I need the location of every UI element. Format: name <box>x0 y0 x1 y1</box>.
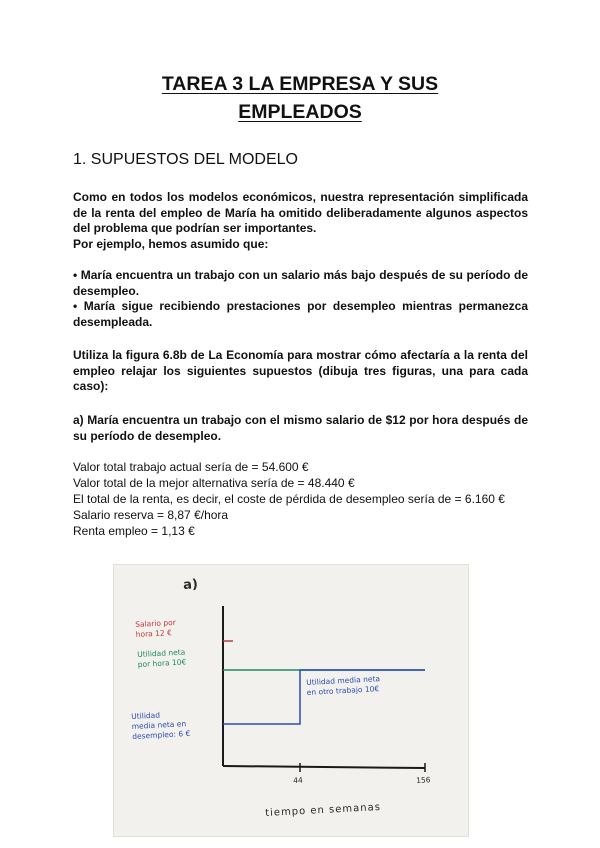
result-line: Valor total trabajo actual sería de = 54.600 € <box>73 460 309 474</box>
assumption-item: • María sigue recibiendo prestaciones por desempleo mientras permanezca desempleada. <box>73 299 528 329</box>
net-utility-label-line: Utilidad neta <box>137 647 186 659</box>
section-heading: 1. SUPUESTOS DEL MODELO <box>73 151 298 168</box>
x-axis <box>223 766 425 768</box>
x-tick-label: 156 <box>416 775 431 785</box>
salary-label-line: hora 12 € <box>135 628 173 639</box>
unemployment-label-line: desempleo: 6 € <box>132 728 191 741</box>
net-utility-label <box>137 647 187 670</box>
assumption-item: • María encuentra un trabajo con un salario más bajo después de su período de desempleo. <box>73 268 528 298</box>
unemployment-label-line: Utilidad <box>131 710 161 721</box>
other-job-label-line: en otro trabajo 10€ <box>306 684 380 697</box>
unemployment-label <box>131 709 191 742</box>
unemployment-label-line: media neta en <box>131 719 187 731</box>
salary-label <box>135 618 177 640</box>
salary-label-line: Salario por <box>135 617 177 629</box>
page-title-line-1: TAREA 3 LA EMPRESA Y SUS <box>161 73 439 95</box>
other-job-label-line: Utilidad media neta <box>306 674 381 687</box>
result-line: Valor total de la mejor alternativa sería de = 48.440 € <box>73 476 355 490</box>
other-job-label <box>306 674 381 698</box>
result-line: El total de la renta, es decir, el coste de pérdida de desempleo sería de = 6.160 € <box>73 492 505 506</box>
intro-example: Por ejemplo, hemos asumido que: <box>73 236 269 251</box>
hand-drawn-figure <box>113 564 469 837</box>
intro-text: Como en todos los modelos económicos, nuestra representación simplificada de la renta del empleo de María ha omitido deliberadamente algunos aspectos del problema que podrían ser importantes. <box>73 190 528 235</box>
result-line: Salario reserva = 8,87 €/hora <box>73 508 229 522</box>
net-utility-label-line: por hora 10€ <box>137 657 187 669</box>
page-title <box>100 70 500 126</box>
case-a-heading: a) María encuentra un trabajo con el mismo salario de $12 por hora después de su período de desempleo. <box>73 413 528 443</box>
results-list <box>73 459 505 539</box>
x-tick-label: 44 <box>293 775 304 785</box>
figure-drawing <box>113 564 469 837</box>
instruction-paragraph: Utiliza la figura 6.8b de La Economía para mostrar cómo afectaría a la renta del empleo relajar los siguientes supuestos (dibuja tres figuras, una para cada caso): <box>73 348 528 393</box>
page-title-line-2: EMPLEADOS <box>238 101 362 123</box>
result-line: Renta empleo = 1,13 € <box>73 524 195 538</box>
figure-case-label: a) <box>182 577 199 593</box>
assumptions-list <box>73 268 528 330</box>
intro-paragraph <box>73 190 528 252</box>
x-axis-label: tiempo en semanas <box>264 801 382 819</box>
